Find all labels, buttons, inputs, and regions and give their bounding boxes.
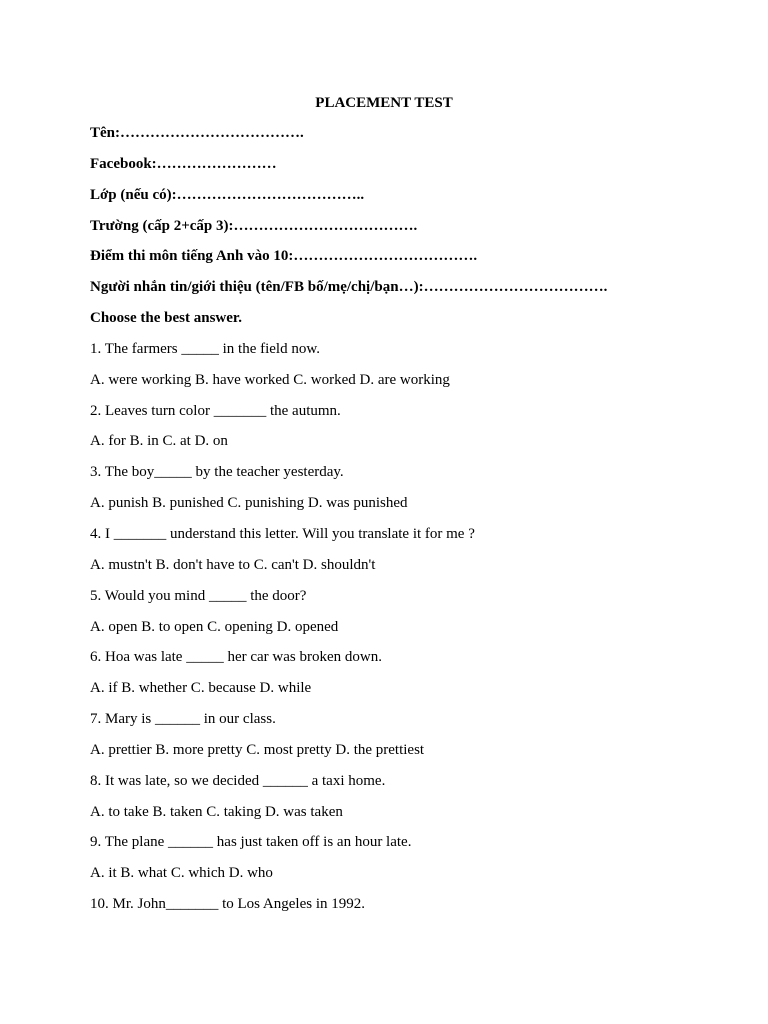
question-options: A. were working B. have worked C. worked D. are working [90,371,450,388]
question-options: A. to take B. taken C. taking D. was taken [90,803,343,820]
question-prompt: 10. Mr. John_______ to Los Angeles in 1992. [90,896,366,913]
question-options: A. for B. in C. at D. on [90,433,228,450]
referrer-field: Người nhắn tin/giới thiệu (tên/FB bố/mẹ/chị/bạn…):………………………………. [90,279,608,296]
class-field: Lớp (nếu có):……………………………….. [90,186,365,203]
question-prompt: 3. The boy_____ by the teacher yesterday. [90,464,344,481]
name-field: Tên:………………………………. [90,125,304,141]
document-body [90,123,730,925]
question-prompt: 5. Would you mind _____ the door? [90,587,307,604]
question-options: A. prettier B. more pretty C. most pretty D. the prettiest [90,741,425,758]
question-prompt: 7. Mary is ______ in our class. [90,711,276,728]
document-title: PLACEMENT TEST [315,95,453,111]
question-options: A. if B. whether C. because D. while [90,680,312,697]
question-prompt: 8. It was late, so we decided ______ a taxi home. [90,772,386,789]
question-prompt: 9. The plane ______ has just taken off is an hour late. [90,834,412,851]
instruction: Choose the best answer. [90,310,242,327]
question-prompt: 2. Leaves turn color _______ the autumn. [90,402,341,419]
question-options: A. punish B. punished C. punishing D. was punished [90,495,408,512]
question-prompt: 6. Hoa was late _____ her car was broken down. [90,649,382,666]
question-prompt: 4. I _______ understand this letter. Will you translate it for me ? [90,525,475,542]
question-options: A. mustn't B. don't have to C. can't D. shouldn't [90,556,376,573]
school-field: Trường (cấp 2+cấp 3):………………………………. [90,217,418,234]
question-options: A. it B. what C. which D. who [90,865,273,882]
question-prompt: 1. The farmers _____ in the field now. [90,340,320,357]
facebook-field: Facebook:…………………… [90,155,277,172]
english-score-field: Điểm thi môn tiếng Anh vào 10:………………………………. [90,248,478,265]
question-options: A. open B. to open C. opening D. opened [90,618,339,635]
